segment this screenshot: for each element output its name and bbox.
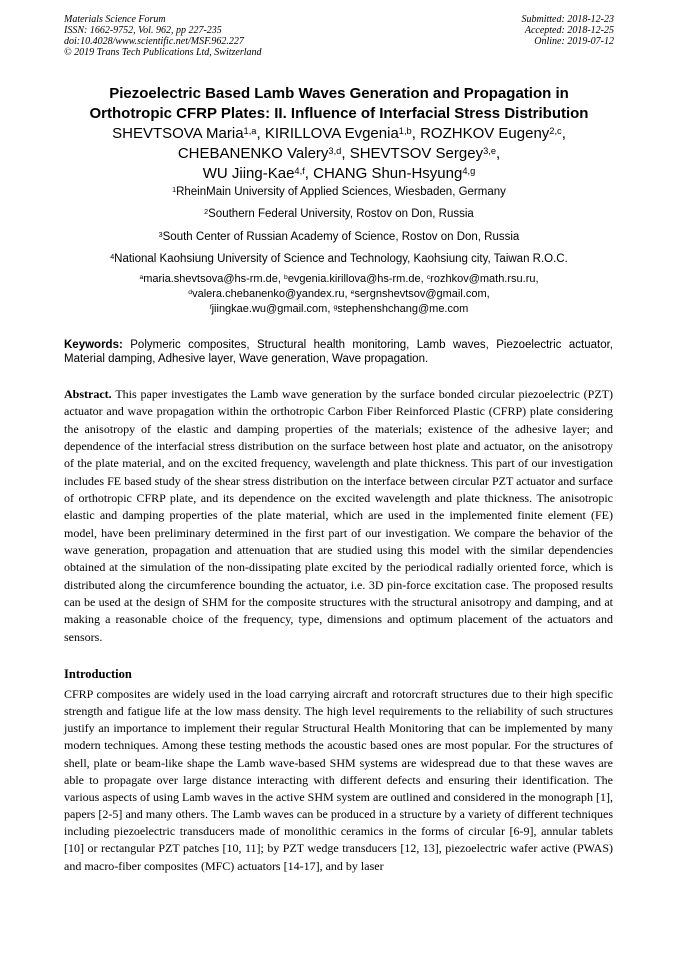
email-sep: , bbox=[420, 273, 427, 285]
journal-name: Materials Science Forum bbox=[64, 14, 166, 25]
author-sep: , bbox=[411, 125, 421, 142]
email-sup: f bbox=[209, 303, 212, 311]
affiliation-text: South Center of Russian Academy of Science, Rostov on Don, Russia bbox=[162, 231, 520, 243]
affiliation-2 bbox=[40, 208, 638, 220]
author-sep: , bbox=[496, 145, 501, 162]
email-sep: , bbox=[344, 288, 351, 300]
email-address: stephenshchang@me.com bbox=[337, 303, 469, 315]
email-sep: , bbox=[277, 273, 285, 285]
email-line bbox=[40, 272, 638, 287]
author-name: ROZHKOV Eugeny bbox=[420, 125, 550, 142]
email-sup: c bbox=[426, 273, 431, 281]
email-list bbox=[40, 272, 638, 317]
author-sep: , bbox=[341, 145, 350, 162]
section-heading-introduction: Introduction bbox=[64, 667, 132, 681]
email-sep: , bbox=[486, 288, 490, 300]
introduction-paragraph: CFRP composites are widely used in the load carrying aircraft and rotorcraft structures due to their high specific strength and fatigue life at the low mass density. The high level requirements to the reliability of such structures justify an importance to implement their regular Structural Health Monitoring that can be implemented by many modern techniques. Among these testing methods the acoustic based ones are most popular. For the structures of shell, plate or beam-like shape the Lamb wave-based SHM systems are widespread due to that these waves are able to propagate over large distance interacting with different defects and ensuring their identification. The various aspects of using Lamb waves in the active SHM system are outlined and considered in the monograph [1], papers [2-5] and many others. The Lamb waves can be produced in a structure by a variety of different techniques including piezoelectric transducers made of monolithic ceramics in the forms of circular [6-9], annular tablets [10] or rectangular PZT patches [10, 11]; by PZT wedge transducers [12, 13], piezoelectric wafer active (PWAS) and macro-fiber composites (MFC) actuators [14-17], and by laser bbox=[64, 687, 613, 873]
email-address: sergnshevtsov@gmail.com bbox=[354, 288, 487, 300]
affiliation-text: Southern Federal University, Rostov on Don, Russia bbox=[208, 208, 474, 220]
email-address: jiingkae.wu@gmail.com bbox=[211, 303, 328, 315]
author-line bbox=[40, 164, 638, 184]
journal-info bbox=[64, 14, 262, 58]
doi-line: doi:10.4028/www.scientific.net/MSF.962.227 bbox=[64, 36, 244, 47]
keywords-label: Keywords: bbox=[64, 339, 123, 351]
author-sep: , bbox=[256, 125, 265, 142]
submitted-date: Submitted: 2018-12-23 bbox=[521, 14, 614, 25]
author-line bbox=[40, 144, 638, 164]
email-address: rozhkov@math.rsu.ru bbox=[430, 273, 536, 285]
email-line bbox=[40, 302, 638, 317]
affiliation-sup: 3 bbox=[158, 230, 163, 239]
copyright-line: © 2019 Trans Tech Publications Ltd, Switzerland bbox=[64, 47, 262, 58]
author-sup: 1,b bbox=[398, 125, 412, 136]
affiliation-sup: 1 bbox=[172, 185, 177, 194]
affiliation-text: National Kaohsiung University of Science and Technology, Kaohsiung city, Taiwan R.O.C. bbox=[114, 253, 568, 265]
email-sup: d bbox=[188, 288, 193, 296]
affiliation-3 bbox=[40, 231, 638, 243]
email-address: valera.chebanenko@yandex.ru bbox=[192, 288, 345, 300]
author-sup: 3,e bbox=[483, 145, 497, 156]
online-date: Online: 2019-07-12 bbox=[534, 36, 614, 47]
issn-line: ISSN: 1662-9752, Vol. 962, pp 227-235 bbox=[64, 25, 222, 36]
author-sup: 3,d bbox=[328, 145, 342, 156]
affiliation-sup: 4 bbox=[110, 252, 115, 261]
email-sep: , bbox=[327, 303, 334, 315]
author-sep: , bbox=[561, 125, 566, 142]
title-line-2: Orthotropic CFRP Plates: II. Influence of Interfacial Stress Distribution bbox=[89, 105, 589, 122]
email-address: evgenia.kirillova@hs-rm.de bbox=[287, 273, 421, 285]
abstract-label: Abstract. bbox=[64, 387, 112, 401]
email-sup: b bbox=[284, 273, 288, 281]
author-sup: 4,f bbox=[294, 165, 305, 176]
email-sup: g bbox=[333, 303, 338, 311]
author-name: CHEBANENKO Valery bbox=[177, 145, 329, 162]
author-sup: 4,g bbox=[462, 165, 476, 176]
keywords-paragraph bbox=[64, 338, 613, 366]
author-name: WU Jiing-Kae bbox=[202, 165, 295, 182]
author-name: SHEVTSOVA Maria bbox=[112, 125, 244, 142]
abstract-paragraph bbox=[64, 386, 613, 646]
author-name: CHANG Shun-Hsyung bbox=[313, 165, 463, 182]
email-sep: , bbox=[535, 273, 539, 285]
author-list bbox=[40, 124, 638, 184]
affiliation-1 bbox=[40, 186, 638, 198]
affiliation-sup: 2 bbox=[204, 207, 209, 216]
title-line-1: Piezoelectric Based Lamb Waves Generation and Propagation in bbox=[109, 85, 569, 102]
affiliation-4 bbox=[40, 253, 638, 265]
keywords-text: Polymeric composites, Structural health monitoring, Lamb waves, Piezoelectric actuator, Material damping, Adhesive layer, Wave generation, Wave propagation. bbox=[64, 339, 613, 365]
author-sup: 1,a bbox=[243, 125, 257, 136]
author-sup: 2,c bbox=[549, 125, 562, 136]
email-sup: e bbox=[350, 288, 355, 296]
affiliation-text: RheinMain University of Applied Sciences, Wiesbaden, Germany bbox=[176, 186, 506, 198]
accepted-date: Accepted: 2018-12-25 bbox=[524, 25, 614, 36]
email-address: maria.shevtsova@hs-rm.de bbox=[143, 273, 278, 285]
author-name: SHEVTSOV Sergey bbox=[349, 145, 484, 162]
paper-title bbox=[40, 84, 638, 124]
submission-dates bbox=[522, 14, 615, 47]
author-sep: , bbox=[304, 165, 314, 182]
email-sup: a bbox=[139, 273, 144, 281]
author-name: KIRILLOVA Evgenia bbox=[264, 125, 399, 142]
author-line bbox=[40, 124, 638, 144]
abstract-text: This paper investigates the Lamb wave generation by the surface bonded circular piezoelectric (PZT) actuator and wave propagation within the orthotropic Carbon Fiber Reinforced Plastic (CFRP) plate considering the anisotropy of the elastic and damping properties of the materials; existence of the adhesive layer; and dependence of the interfacial stress distribution on the surface between host plate and actuator, on the anisotropy of the plate material, and on the excited frequency, wavelength and plate thickness. This part of our investigation includes FE based study of the shear stress distribution on the interface between circular PZT actuator and surface of orthotropic CFRP plate, and its dependence on the excited wavelength and plate thickness. The anisotropic elastic and damping properties of the plate material, which are used in the implemented finite element (FE) model, have been preliminary determined in the first part of our investigation. We compare the behavior of the wave generation, propagation and attenuation that are studied using this model with the similar dependencies obtained at the simulation of the non-dissipating plate excited by the periodical radially oriented force, which is distributed along the circumference bounding the actuator, i.e. 3D pin-force excitation case. The proposed results can be used at the design of SHM for the composite structures with the structural anisotropy and damping, and at making a reasonable choice of the frequency, type, dimensions and optimum placement of the actuators and sensors. bbox=[64, 387, 613, 644]
email-line bbox=[40, 287, 638, 302]
